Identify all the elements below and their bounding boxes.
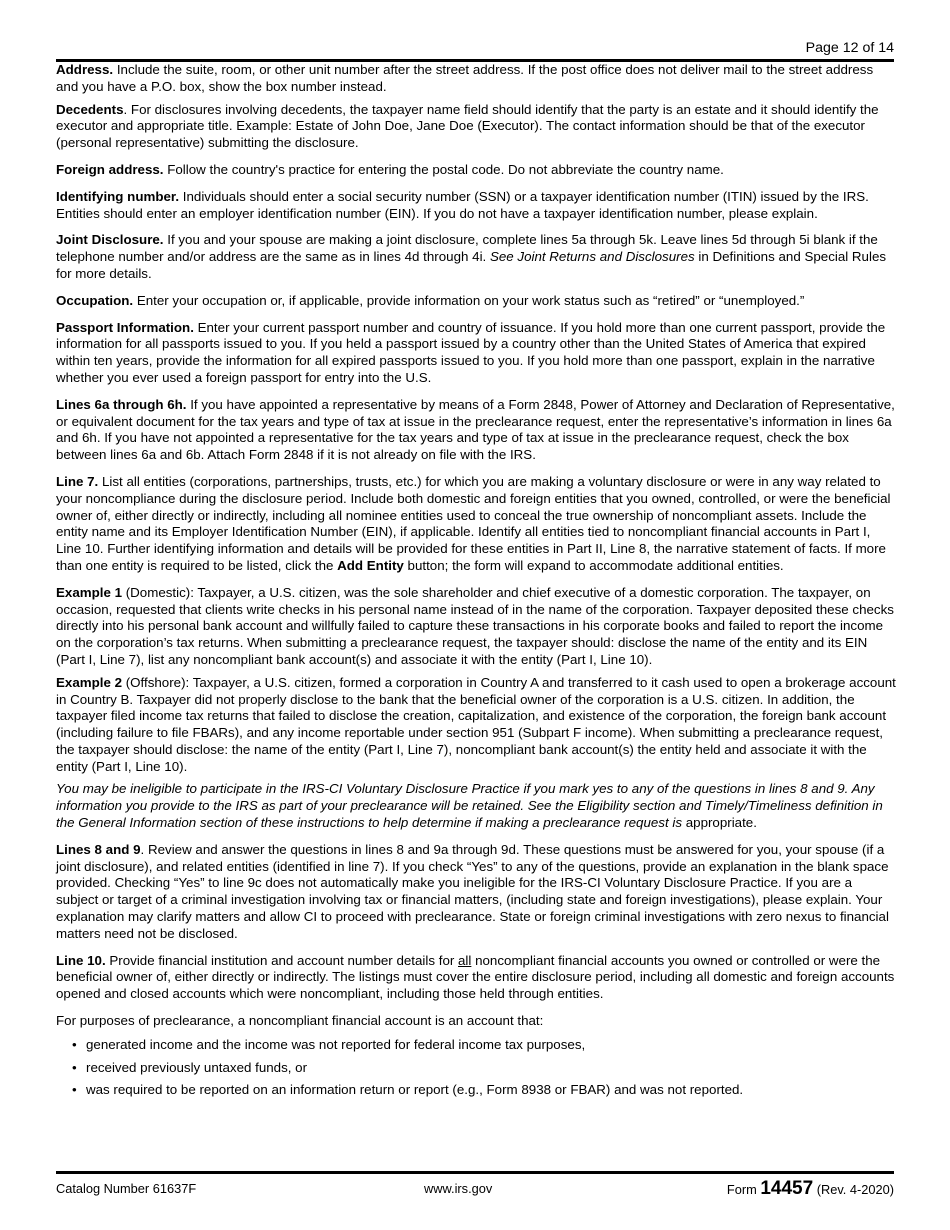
list-item-text: generated income and the income was not reported for federal income tax purposes, (86, 1036, 586, 1052)
preclearance-intro: For purposes of preclearance, a noncompliant financial account is an account that: (56, 1013, 544, 1029)
footer-rule (56, 1171, 894, 1174)
list-item-text: received previously untaxed funds, or (86, 1059, 308, 1075)
page-footer (56, 1178, 894, 1200)
term-passport: Passport Information. (56, 319, 194, 335)
term-decedents: Decedents (56, 101, 124, 117)
address-text: Include the suite, room, or other unit number after the street address. If the post office does not deliver mail to the street address and you have a P.O. box, show the box number instead. (56, 62, 874, 94)
eligibility-note-italic: You may be ineligible to participate in the IRS-CI Voluntary Disclosure Practice if you mark yes to any of the questions in lines 8 and 9. Any information you provide to the IRS as part of your preclearance will be retained. See the Eligibility section and Timely/Timeliness definition in the General Information section of these instructions to help determine if making a preclearance request is (56, 781, 883, 831)
term-line-10: Line 10. (56, 952, 106, 968)
noncompliant-account-criteria (56, 1037, 896, 1099)
joint-disclosure-text: If you and your spouse are making a joint disclosure, complete lines 5a through 5k. Leave lines 5d through 5i blank if the telephone number and/or address are the same as in lines 4d through 4i. (56, 232, 878, 265)
instructions-body (56, 62, 896, 1105)
line-7-text: List all entities (corporations, partnerships, trusts, etc.) for which you are making a voluntary disclosure or were in any way related to your noncompliance during the disclosure period. Include both domestic and foreign entities that you owned, controlled, or were the beneficial owner of, either directly or indirectly, including all nominee entities used to conceal the true ownership of noncompliant assets. Include the entity name and its Employer Identification Number (EIN), if applicable. Identify all entities tied to noncompliant financial accounts in Part I, Line 10. Further identifying information and details will be provided for these entities in Part II, Line 8, the narrative statement of facts. If more than one entity is required to be listed, click the (56, 473, 891, 573)
lines-6a-6h-text: If you have appointed a representative by means of a Form 2848, Power of Attorney and Declaration of Representative, or equivalent document for the tax years and type of tax at issue in the preclearance request, enter the representative’s information in lines 6a and 6h. If you have not appointed a representative for the tax years and type of tax at issue in the preclearance request, check the box between lines 6a and 6b. Attach Form 2848 if it is not already on file with the IRS. (56, 396, 895, 463)
catalog-number: Catalog Number 61637F (56, 1181, 197, 1196)
identifying-number-paragraph (56, 189, 896, 223)
passport-text: Enter your current passport number and country of issuance. If you hold more than one current passport, provide the information for all passports issued to you. If you held a passport issued by a country other than the United States of America that expired within ten years, provide the information for all expired passports issued to you. If you hold more than one passport, explain in the narrative whether you ever used a foreign passport for entry into the U.S. (56, 319, 886, 385)
occupation-paragraph (56, 293, 896, 310)
example-1-text: (Domestic): Taxpayer, a U.S. citizen, was the sole shareholder and chief executive of a domestic corporation. The taxpayer, on occasion, requested that clients write checks in his personal name instead of in the name of the corporation. Taxpayer deposited these checks directly into his personal bank account and willfully failed to capture these transactions in his corporate books and failed to report the income on the corporation’s tax returns. When submitting a preclearance request, the taxpayer should: disclose the name of the entity and its EIN (Part I, Line 7), list any noncompliant bank account(s) and associate it with the entity (Part I, Line 10). (56, 584, 894, 667)
list-item-text: was required to be reported on an information return or report (e.g., Form 8938 or FBAR) and was not reported. (86, 1082, 744, 1098)
page-number: Page 12 of 14 (805, 40, 894, 56)
term-lines-8-9: Lines 8 and 9 (56, 841, 141, 857)
decedents-paragraph (56, 102, 896, 152)
line-10-paragraph (56, 953, 896, 1003)
term-foreign-address: Foreign address. (56, 161, 164, 177)
form-revision: (Rev. 4-2020) (813, 1182, 894, 1197)
line-7-text-2: button; the form will expand to accommodate additional entities. (403, 557, 784, 573)
term-example-2: Example 2 (56, 674, 123, 690)
list-item (72, 1060, 896, 1077)
line-7-paragraph (56, 474, 896, 575)
term-joint-disclosure: Joint Disclosure. (56, 232, 164, 248)
line-10-all-underlined: all (458, 952, 472, 968)
example-1-paragraph (56, 585, 896, 669)
joint-disclosure-reference: See Joint Returns and Disclosures (489, 249, 695, 265)
line-10-text: Provide financial institution and account number details for (105, 952, 459, 968)
identifying-number-text: Individuals should enter a social security number (SSN) or a taxpayer identification number (ITIN) issued by the IRS. Entities should enter an employer identification number (EIN). If you do not have a taxpayer identification number, please explain. (56, 188, 869, 221)
line-10-text-2: noncompliant financial accounts you owned or controlled or were the beneficial owner of, either directly or indirectly. The listings must cover the entire disclosure period, including all domestic and foreign accounts opened and closed accounts which were noncompliant, including those held through entities. (56, 952, 895, 1002)
address-paragraph (56, 62, 896, 96)
term-occupation: Occupation. (56, 292, 134, 308)
bullet-icon: • (72, 1036, 77, 1052)
form-number: 14457 (760, 1178, 814, 1199)
passport-paragraph (56, 320, 896, 387)
occupation-text: Enter your occupation or, if applicable, provide information on your work status such as “retired” or “unemployed.” (133, 292, 805, 308)
add-entity-reference: Add Entity (337, 557, 404, 573)
form-label: Form (726, 1182, 761, 1197)
lines-6a-6h-paragraph (56, 397, 896, 464)
term-example-1: Example 1 (56, 584, 123, 600)
joint-disclosure-paragraph (56, 232, 896, 282)
website-link[interactable]: www.irs.gov (424, 1181, 493, 1196)
example-2-paragraph (56, 675, 896, 776)
joint-disclosure-text-2: in Definitions and Special Rules for more details. (56, 249, 887, 281)
bullet-icon: • (72, 1059, 77, 1075)
list-item (72, 1037, 896, 1054)
list-item (72, 1082, 896, 1099)
term-address: Address. (56, 62, 114, 77)
eligibility-note-text: appropriate. (682, 815, 757, 831)
term-lines-6a-6h: Lines 6a through 6h. (56, 396, 187, 412)
form-identifier (727, 1178, 894, 1200)
lines-8-9-text: . Review and answer the questions in lines 8 and 9a through 9d. These questions must be answered for you, your spouse (if a joint disclosure), and related entities (identified in line 7). If you check “Yes” to any of the questions, provide an explanation in the blank space provided. Checking “Yes” to line 9c does not automatically make you ineligible for the IRS-CI Voluntary Disclosure Practice. If you are a subject or target of a criminal investigation involving tax or financial matters, (including state and foreign investigations), please explain. Your explanation may clarify matters and allow CI to proceed with preclearance. State or foreign criminal investigations with zero nexus to financial matters need not be disclosed. (56, 841, 889, 941)
example-2-text: (Offshore): Taxpayer, a U.S. citizen, formed a corporation in Country A and transferred to it cash used to open a brokerage account in Country B. Taxpayer did not properly disclose to the bank that the beneficial owner of the corporation is a U.S. citizen. In addition, the taxpayer filed income tax returns that failed to disclose the creation, capitalization, and existence of the corporation, the foreign bank account (including failure to file FBARs), and any income reportable under section 951 (Subpart F income). When submitting a preclearance request, the taxpayer should disclose: the name of the entity (Part I, Line 7), noncompliant bank account(s) the entity held and associate it with the entity (Part I, Line 10). (56, 674, 896, 774)
lines-8-9-paragraph (56, 842, 896, 943)
eligibility-note (56, 781, 896, 831)
decedents-text: . For disclosures involving decedents, the taxpayer name field should identify that the party is an estate and it should identify the executor and appropriate title. Example: Estate of John Doe, Jane Doe (Executor). The contact information should be that of the executor (personal representative) submitting the disclosure. (56, 101, 879, 151)
foreign-address-text: Follow the country's practice for entering the postal code. Do not abbreviate the country name. (163, 161, 724, 177)
term-identifying-number: Identifying number. (56, 188, 180, 204)
term-line-7: Line 7. (56, 473, 99, 489)
bullet-icon: • (72, 1082, 77, 1098)
foreign-address-paragraph (56, 162, 896, 179)
